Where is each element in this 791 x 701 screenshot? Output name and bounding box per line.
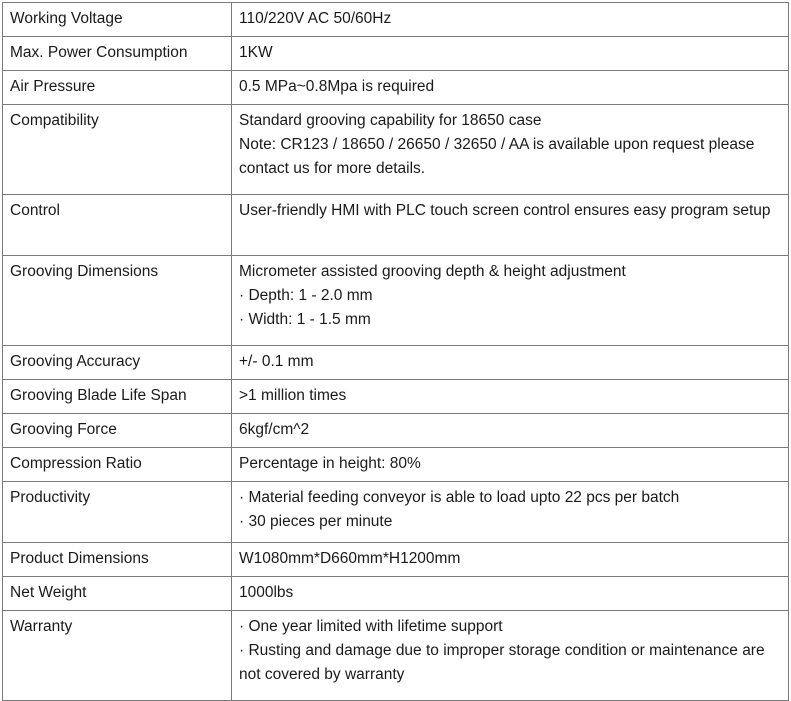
spec-row-product-dimensions xyxy=(3,543,789,577)
spec-value-line: +/- 0.1 mm xyxy=(239,353,314,370)
spec-value xyxy=(232,577,789,611)
spec-value-line: Percentage in height: 80% xyxy=(239,455,421,472)
spec-label: Air Pressure xyxy=(3,71,232,105)
spec-label: Warranty xyxy=(3,611,232,701)
spec-row-max-power-consumption xyxy=(3,37,789,71)
spec-row-productivity xyxy=(3,482,789,543)
spec-value-line: 6kgf/cm^2 xyxy=(239,421,310,438)
spec-row-grooving-force xyxy=(3,414,789,448)
spec-value-line: 1000lbs xyxy=(239,584,294,601)
spec-value xyxy=(232,256,789,346)
spec-row-control xyxy=(3,195,789,256)
spec-row-grooving-accuracy xyxy=(3,346,789,380)
spec-value xyxy=(232,448,789,482)
spec-value-line: 0.5 MPa~0.8Mpa is required xyxy=(239,78,435,95)
spec-label: Product Dimensions xyxy=(3,543,232,577)
spec-label: Grooving Force xyxy=(3,414,232,448)
spec-value-line: · Width: 1 - 1.5 mm xyxy=(239,311,371,328)
spec-label: Compression Ratio xyxy=(3,448,232,482)
spec-value-line: >1 million times xyxy=(239,387,347,404)
spec-value-line: Micrometer assisted grooving depth & height adjustment xyxy=(239,263,626,280)
spec-value-line: · Depth: 1 - 2.0 mm xyxy=(239,287,373,304)
spec-row-working-voltage xyxy=(3,3,789,37)
spec-value-line: · Material feeding conveyor is able to load upto 22 pcs per batch xyxy=(239,489,680,506)
spec-label: Net Weight xyxy=(3,577,232,611)
spec-row-warranty xyxy=(3,611,789,701)
spec-value-line: · 30 pieces per minute xyxy=(239,513,393,530)
spec-label: Grooving Blade Life Span xyxy=(3,380,232,414)
spec-value-line: · One year limited with lifetime support xyxy=(239,618,503,635)
spec-value xyxy=(232,3,789,37)
spec-row-grooving-blade-life-span xyxy=(3,380,789,414)
spec-row-air-pressure xyxy=(3,71,789,105)
spec-value-line: User-friendly HMI with PLC touch screen control ensures easy program setup xyxy=(239,202,771,219)
spec-label: Max. Power Consumption xyxy=(3,37,232,71)
spec-value xyxy=(232,105,789,195)
spec-value xyxy=(232,346,789,380)
spec-value xyxy=(232,482,789,543)
spec-label: Grooving Accuracy xyxy=(3,346,232,380)
spec-row-grooving-dimensions xyxy=(3,256,789,346)
spec-label: Control xyxy=(3,195,232,256)
spec-label: Compatibility xyxy=(3,105,232,195)
spec-value-line: Note: CR123 / 18650 / 26650 / 32650 / AA is available upon request please contact us for more details. xyxy=(239,136,755,177)
spec-value-line: Standard grooving capability for 18650 case xyxy=(239,112,542,129)
spec-value-line: · Rusting and damage due to improper storage condition or maintenance are not covered by warranty xyxy=(239,642,765,683)
spec-value xyxy=(232,414,789,448)
spec-value-line: W1080mm*D660mm*H1200mm xyxy=(239,550,461,567)
spec-row-compression-ratio xyxy=(3,448,789,482)
spec-label: Working Voltage xyxy=(3,3,232,37)
spec-value xyxy=(232,380,789,414)
spec-row-net-weight xyxy=(3,577,789,611)
spec-row-compatibility xyxy=(3,105,789,195)
spec-value xyxy=(232,611,789,701)
spec-value xyxy=(232,71,789,105)
spec-value xyxy=(232,543,789,577)
spec-value-line: 1KW xyxy=(239,44,273,61)
specifications-table xyxy=(2,2,789,701)
spec-value xyxy=(232,195,789,256)
spec-value xyxy=(232,37,789,71)
spec-label: Grooving Dimensions xyxy=(3,256,232,346)
spec-label: Productivity xyxy=(3,482,232,543)
spec-value-line: 110/220V AC 50/60Hz xyxy=(239,10,392,27)
